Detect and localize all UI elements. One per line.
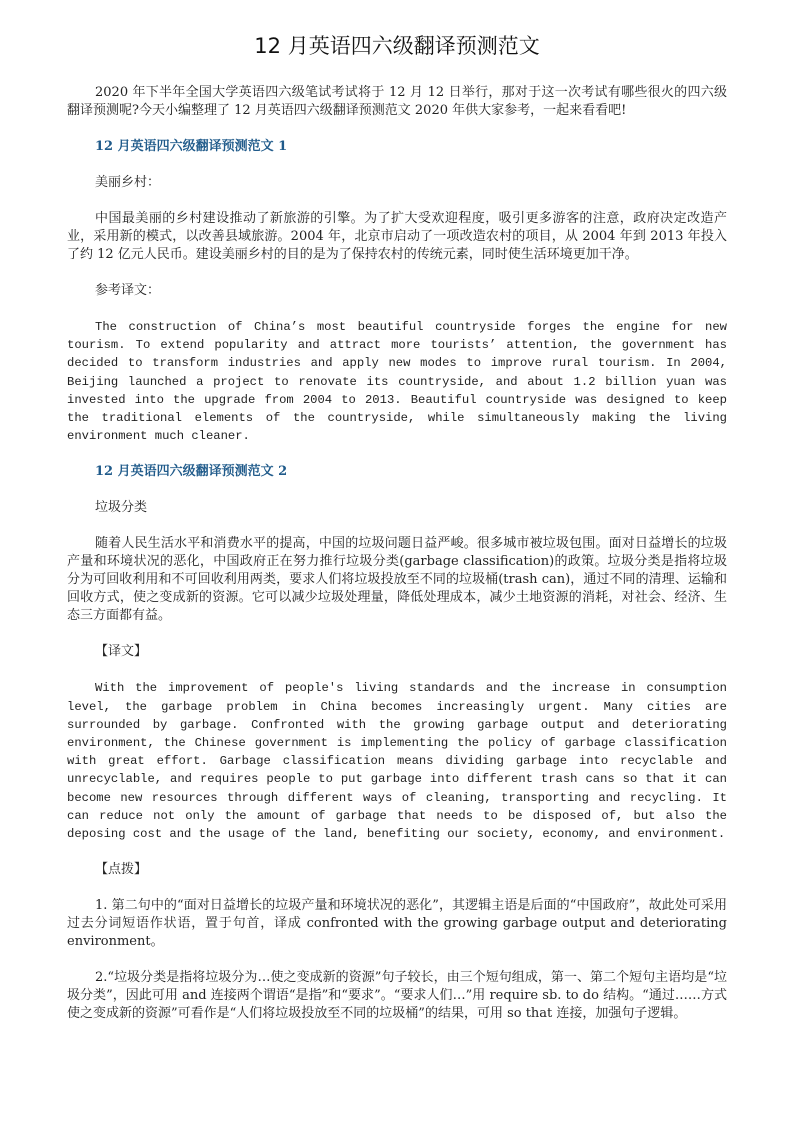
intro-paragraph: 2020 年下半年全国大学英语四六级笔试考试将于 12 月 12 日举行，那对于这一次考试有哪些很火的四六级翻译预测呢?今天小编整理了 12 月英语四六级翻译预测范文 2020 年供大家参考，一起来看看吧! <box>67 85 727 118</box>
notes-label: 【点拨】 <box>95 862 148 878</box>
english-translation: With the improvement of people's living standards and the increase in consumption level, the garbage problem in China becomes increasingly urgent. Many cities are surrounded by garbage. Confronted with the growing garbage output and deteriorating environment, the Chinese government is implementing the policy of garbage classification with great effort. Garbage classification means dividing garbage into recyclable and unrecyclable, and requires people to put garbage into different trash cans so that it can become new resources through different ways of cleaning, transporting and recycling. It can reduce not only the amount of garbage that needs to be disposed of, but also the deposing cost and the usage of the land, benefiting our society, economy, and environment. <box>67 681 727 842</box>
section-heading: 12 月英语四六级翻译预测范文 1 <box>95 139 288 154</box>
section-heading: 12 月英语四六级翻译预测范文 2 <box>95 464 288 480</box>
note-item: 2.“垃圾分类是指将垃圾分为…使之变成新的资源”句子较长，由三个短句组成，第一、第二个短句主语均是“垃圾分类”，因此可用 and 连接两个谓语“是指”和“要求”。“要求人们…”用 require sb. to do 结构。“通过……方式使之变成新的资源”可看作是“人们将垃圾投放至不同的垃圾桶”的结果，可用 so that 连接，加强句子逻辑。 <box>67 970 727 1022</box>
document-title: 12 月英语四六级翻译预测范文 <box>254 34 540 58</box>
document-page <box>67 30 727 1041</box>
translation-label: 参考译文： <box>95 283 161 298</box>
chinese-paragraph: 随着人民生活水平和消费水平的提高，中国的垃圾问题日益严峻。很多城市被垃圾包围。面对日益增长的垃圾产量和环境状况的恶化，中国政府正在努力推行垃圾分类(garbage classification)的政策。垃圾分类是指将垃圾分为可回收利用和不可回收利用两类，要求人们将垃圾投放至不同的垃圾桶(trash can)，通过不同的清理、运输和回收方式，使之变成新的资源。它可以减少垃圾处理量，降低处理成本，减少土地资源的消耗，对社会、经济、生态三方面都有益。 <box>67 536 727 624</box>
note-item: 1. 第二句中的“面对日益增长的垃圾产量和环境状况的恶化”，其逻辑主语是后面的“中国政府”，故此处可采用过去分词短语作状语，置于句首，译成 confronted with the growing garbage output and deteriorating environment。 <box>67 898 727 950</box>
translation-label: 【译文】 <box>95 644 148 660</box>
english-translation: The construction of China’s most beautiful countryside forges the engine for new tourism. To extend popularity and attract more tourists’ attention, the government has decided to transform industries and apply new modes to improve rural tourism. In 2004, Beijing launched a project to renovate its countryside, and about 1.2 billion yuan was invested into the upgrade from 2004 to 2013. Beautiful countryside was designed to keep the traditional elements of the countryside, while simultaneously making the living environment much cleaner. <box>67 320 727 444</box>
topic-label: 垃圾分类 <box>95 500 148 516</box>
chinese-paragraph: 中国最美丽的乡村建设推动了新旅游的引擎。为了扩大受欢迎程度，吸引更多游客的注意，政府决定改造产业，采用新的模式，以改善县域旅游。2004 年，北京市启动了一项改造农村的项目，从 2004 年到 2013 年投入了约 12 亿元人民币。建设美丽乡村的目的是为了保持农村的传统元素，同时使生活环境更加干净。 <box>67 211 727 262</box>
topic-label: 美丽乡村： <box>95 175 161 190</box>
